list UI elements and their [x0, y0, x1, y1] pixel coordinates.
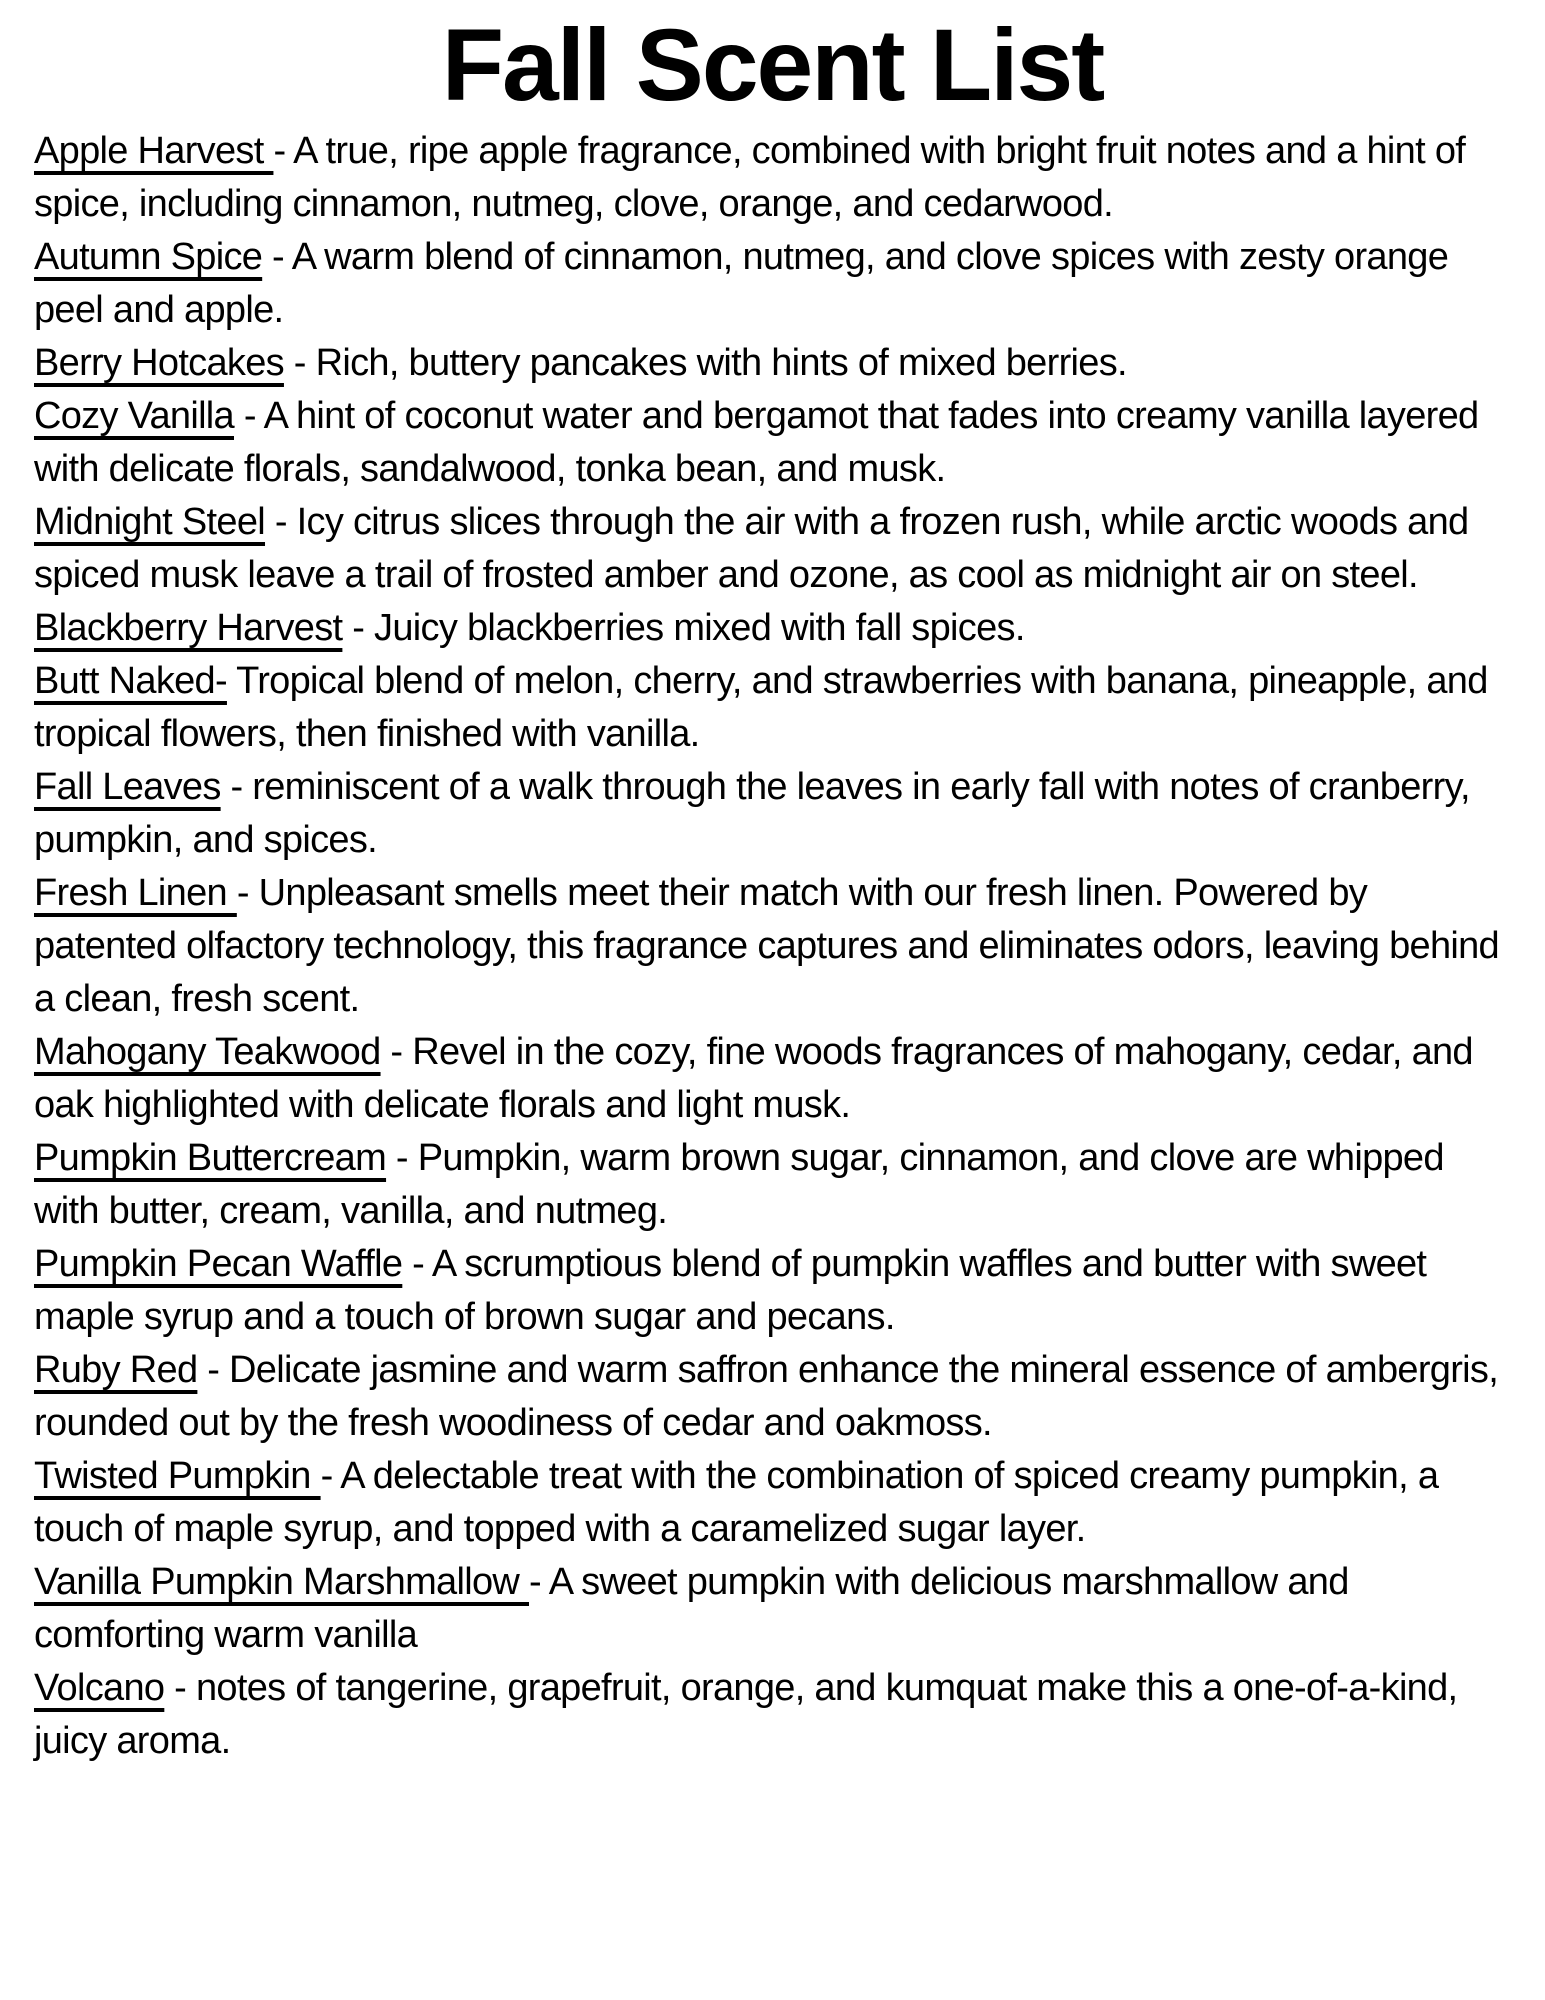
scent-entry-twisted-pumpkin	[34, 1450, 1511, 1556]
scent-entry-volcano	[34, 1662, 1511, 1768]
scent-entry-autumn-spice	[34, 231, 1511, 337]
scent-description: - Delicate jasmine and warm saffron enhance the mineral essence of ambergris, rounded out by the fresh woodiness of cedar and oakmoss.	[34, 1349, 1508, 1445]
scent-description: - notes of tangerine, grapefruit, orange, and kumquat make this a one-of-a-kind, juicy aroma.	[34, 1667, 1468, 1763]
scent-description: - A delectable treat with the combination of spiced creamy pumpkin, a touch of maple syrup, and topped with a caramelized sugar layer.	[34, 1455, 1449, 1551]
scent-name: Autumn Spice	[34, 236, 263, 279]
scent-entry-fall-leaves	[34, 761, 1511, 867]
scent-description: - A hint of coconut water and bergamot that fades into creamy vanilla layered with delicate florals, sandalwood, tonka bean, and musk.	[34, 395, 1489, 491]
scent-entry-fresh-linen	[34, 867, 1511, 1026]
scent-description: - A scrumptious blend of pumpkin waffles and butter with sweet maple syrup and a touch of brown sugar and pecans.	[34, 1243, 1437, 1339]
scent-name: Apple Harvest	[34, 130, 274, 173]
scent-name: Berry Hotcakes	[34, 342, 284, 385]
scent-entry-berry-hotcakes	[34, 337, 1511, 390]
scent-entry-butt-naked	[34, 655, 1511, 761]
scent-name: Cozy Vanilla	[34, 395, 234, 438]
scent-name: Volcano	[34, 1667, 165, 1710]
scent-name: Twisted Pumpkin	[34, 1455, 321, 1498]
scent-entry-midnight-steel	[34, 496, 1511, 602]
scent-description: Tropical blend of melon, cherry, and strawberries with banana, pineapple, and tropical flowers, then finished with vanilla.	[34, 660, 1498, 756]
scent-description: - Pumpkin, warm brown sugar, cinnamon, and clove are whipped with butter, cream, vanilla, and nutmeg.	[34, 1137, 1454, 1233]
scent-description: - Rich, buttery pancakes with hints of mixed berries.	[283, 342, 1127, 385]
scent-entry-mahogany-teakwood	[34, 1026, 1511, 1132]
scent-entry-blackberry-harvest	[34, 602, 1511, 655]
scent-entry-apple-harvest	[34, 125, 1511, 231]
scent-description: - Icy citrus slices through the air with a frozen rush, while arctic woods and spiced musk leave a trail of frosted amber and ozone, as cool as midnight air on steel.	[34, 501, 1479, 597]
scent-name: Mahogany Teakwood	[34, 1031, 381, 1074]
scent-description: - A sweet pumpkin with delicious marshmallow and comforting warm vanilla	[34, 1561, 1359, 1657]
scent-name: Vanilla Pumpkin Marshmallow	[34, 1561, 529, 1604]
scent-name: Pumpkin Buttercream	[34, 1137, 387, 1180]
scent-name: Fresh Linen	[34, 872, 237, 915]
scent-description: - reminiscent of a walk through the leaves in early fall with notes of cranberry, pumpkin, and spices.	[34, 766, 1480, 862]
scent-entry-ruby-red	[34, 1344, 1511, 1450]
scent-description: - Juicy blackberries mixed with fall spices.	[342, 607, 1025, 650]
scent-description: - A warm blend of cinnamon, nutmeg, and clove spices with zesty orange peel and apple.	[34, 236, 1458, 332]
scent-name: Butt Naked-	[34, 660, 227, 703]
scent-entry-cozy-vanilla	[34, 390, 1511, 496]
page-title: Fall Scent List	[441, 8, 1104, 122]
scent-name: Fall Leaves	[34, 766, 221, 809]
scent-description: - A true, ripe apple fragrance, combined with bright fruit notes and a hint of spice, including cinnamon, nutmeg, clove, orange, and cedarwood.	[34, 130, 1475, 226]
scent-name: Ruby Red	[34, 1349, 198, 1392]
scent-entry-vanilla-pumpkin-marshmallow	[34, 1556, 1511, 1662]
scent-description: - Unpleasant smells meet their match with our fresh linen. Powered by patented olfactory technology, this fragrance captures and eliminates odors, leaving behind a clean, fresh scent.	[34, 872, 1509, 1021]
scent-name: Pumpkin Pecan Waffle	[34, 1243, 403, 1286]
scent-name: Midnight Steel	[34, 501, 266, 544]
scent-entry-pumpkin-buttercream	[34, 1132, 1511, 1238]
scent-list	[34, 125, 1511, 1768]
scent-entry-pumpkin-pecan-waffle	[34, 1238, 1511, 1344]
scent-description: - Revel in the cozy, fine woods fragrances of mahogany, cedar, and oak highlighted with delicate florals and light musk.	[34, 1031, 1483, 1127]
scent-name: Blackberry Harvest	[34, 607, 343, 650]
